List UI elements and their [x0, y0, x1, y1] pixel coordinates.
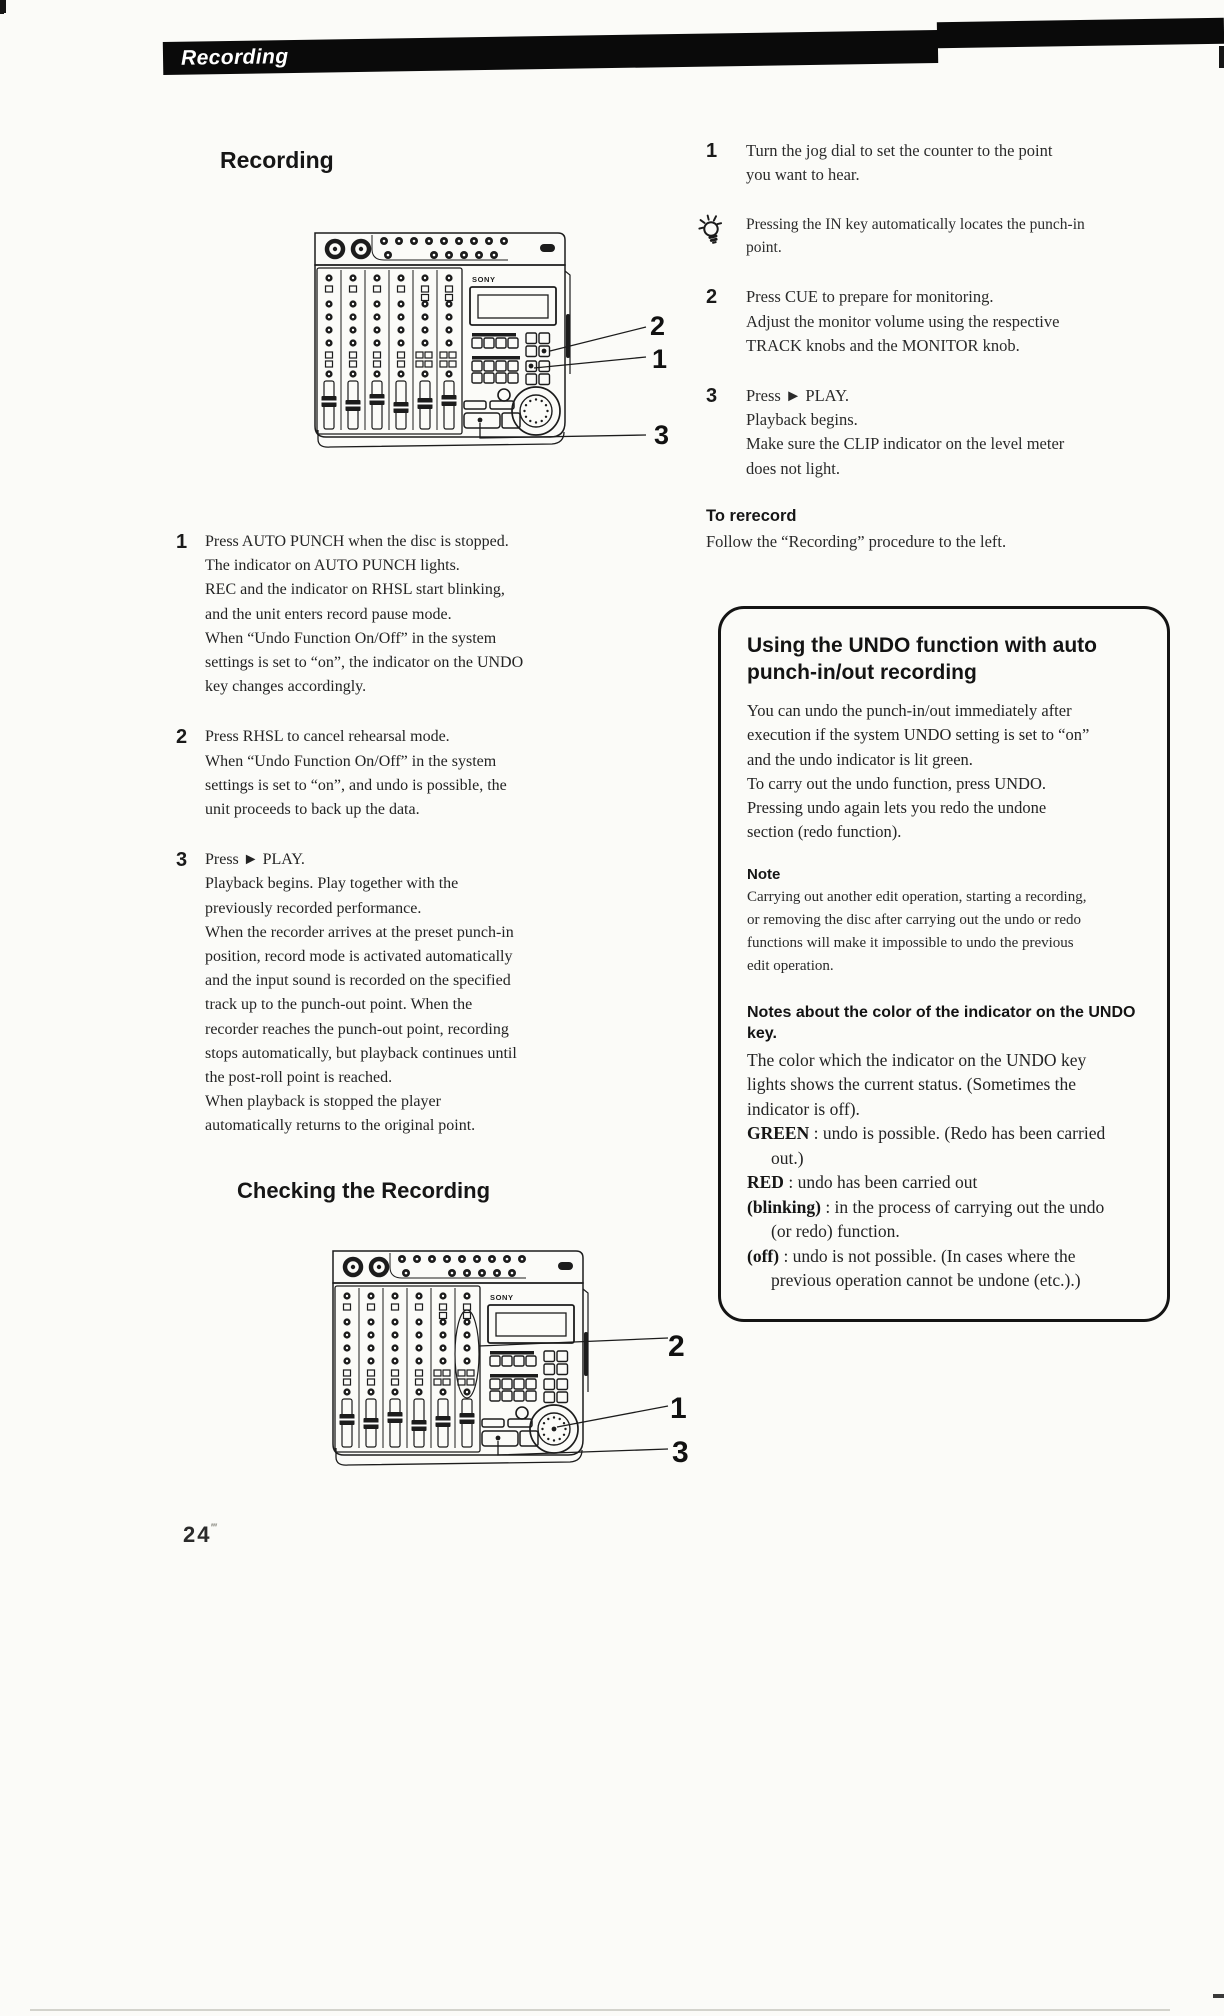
rerecord-text: Follow the “Recording” procedure to the left. [706, 531, 1007, 551]
status-line-red [747, 1170, 1147, 1195]
text-line: execution if the system UNDO setting is set to “on” [747, 725, 1090, 745]
step [706, 139, 1166, 187]
text-line: Turn the jog dial to set the counter to the point [746, 141, 1053, 160]
status-text: : undo is possible. (Redo has been carried [809, 1123, 1106, 1144]
text-line: Press ► PLAY. [205, 851, 305, 869]
step-number: 2 [176, 726, 188, 749]
undo-color-heading [747, 1002, 1147, 1044]
text-line: functions will make it impossible to undo the previous [747, 934, 1074, 951]
undo-box-title [747, 633, 1147, 686]
scan-mark: ‴ [211, 1522, 218, 1534]
status-line-wrap: previous operation cannot be undone (etc.).) [771, 1270, 1081, 1291]
page-edge-tab [937, 18, 1224, 48]
scan-artifact [1219, 46, 1224, 68]
page-number-value: 24 [183, 1522, 212, 1547]
text-line: edit operation. [747, 957, 834, 974]
status-line-blinking [747, 1195, 1147, 1220]
step-text [746, 139, 1052, 187]
text-line: track up to the punch-out point. When the [205, 996, 473, 1014]
tip-lightbulb-icon [698, 213, 746, 259]
tip-text [746, 213, 1085, 259]
callout-number: 2 [668, 1330, 685, 1363]
callout-number: 1 [670, 1392, 687, 1425]
step [176, 848, 536, 1138]
step-number: 1 [706, 140, 718, 162]
callout-number: 3 [672, 1436, 689, 1469]
step-number: 1 [176, 531, 188, 553]
text-line: When “Undo Function On/Off” in the system [205, 629, 497, 647]
text-line: you want to hear. [746, 165, 860, 185]
text-line: settings is set to “on”, and undo is possible, the [205, 776, 507, 794]
note-body [747, 886, 1147, 978]
tip-note [698, 213, 1166, 259]
text-line: Playback begins. [746, 410, 858, 430]
text-line: Press ► PLAY. [746, 386, 849, 406]
step-text [746, 285, 1059, 358]
text-line: section (redo function). [747, 822, 902, 842]
step-text [205, 530, 523, 699]
undo-color-intro [747, 1048, 1147, 1122]
status-line-green [747, 1121, 1147, 1146]
text-line: key. [747, 1024, 777, 1042]
text-line: When playback is stopped the player [205, 1093, 441, 1111]
text-line: Make sure the CLIP indicator on the level meter [746, 434, 1065, 454]
device-illustration-2 [330, 1242, 670, 1482]
scan-artifact [0, 0, 4, 14]
step-text [205, 725, 507, 822]
text-line: recorder reaches the punch-out point, recording [205, 1020, 509, 1038]
page-number [183, 1522, 218, 1548]
text-line: The color which the indicator on the UNDO key [747, 1049, 1087, 1070]
step-text [746, 384, 1064, 481]
callout-number: 1 [652, 344, 668, 374]
device-illustration-1 [312, 224, 648, 468]
text-line: Press CUE to prepare for monitoring. [746, 287, 994, 307]
text-line: TRACK knobs and the MONITOR knob. [746, 335, 1020, 355]
text-line: Press RHSL to cancel rehearsal mode. [205, 728, 450, 746]
text-line: stops automatically, but playback continues until [205, 1044, 517, 1062]
status-text: : in the process of carrying out the undo [820, 1196, 1105, 1217]
text-line: To carry out the undo function, press UNDO. [747, 773, 1046, 793]
text-line: When the recorder arrives at the preset punch-in [205, 923, 514, 941]
scan-artifact [1213, 1994, 1224, 1998]
text-line: and the unit enters record pause mode. [205, 605, 452, 623]
text-line: previously recorded performance. [205, 899, 422, 917]
undo-box-body [747, 699, 1147, 845]
text-line: lights shows the current status. (Sometimes the [747, 1074, 1077, 1095]
step-number: 2 [706, 286, 718, 309]
status-line-off [747, 1244, 1147, 1269]
scan-artifact [30, 2009, 1170, 2011]
text-line: settings is set to “on”, the indicator on the UNDO [205, 654, 524, 672]
callout-number: 3 [654, 420, 670, 450]
status-line-wrap: out.) [771, 1147, 804, 1168]
text-line: position, record mode is activated automatically [205, 948, 513, 966]
step-text [205, 848, 517, 1138]
text-line: Adjust the monitor volume using the respective [746, 311, 1060, 331]
text-line: indicator is off). [747, 1098, 860, 1119]
callout-number: 2 [650, 311, 666, 341]
procedure-steps-right [706, 139, 1166, 554]
status-text: : undo has been carried out [783, 1172, 978, 1193]
status-text: : undo is not possible. (In cases where the [779, 1245, 1076, 1266]
section-header-bar [163, 30, 938, 75]
text-line: You can undo the punch-in/out immediately after [747, 701, 1072, 720]
text-line: point. [746, 239, 782, 257]
text-line: Playback begins. Play together with the [205, 875, 459, 893]
status-label: (off) [747, 1245, 780, 1266]
text-line: the post-roll point is reached. [205, 1069, 393, 1087]
text-line: automatically returns to the original point. [205, 1117, 476, 1135]
text-line: unit proceeds to back up the data. [205, 801, 420, 819]
text-line: key changes accordingly. [205, 678, 367, 696]
section-header-title: Recording [180, 44, 289, 70]
callout-lines [455, 1310, 668, 1455]
status-label: GREEN [747, 1123, 810, 1144]
note-heading: Note [747, 865, 781, 883]
status-line-wrap: (or redo) function. [771, 1221, 900, 1242]
text-line: and the undo indicator is lit green. [747, 749, 973, 769]
step-number: 3 [176, 849, 188, 872]
text-line: The indicator on AUTO PUNCH lights. [205, 557, 460, 575]
text-line: Using the UNDO function with auto [747, 634, 1097, 657]
status-label: (blinking) [747, 1196, 821, 1217]
step [706, 384, 1166, 481]
text-line: does not light. [746, 458, 840, 478]
text-line: Pressing undo again lets you redo the undone [747, 798, 1047, 818]
text-line: Carrying out another edit operation, starting a recording, [747, 888, 1087, 905]
rerecord-heading: To rerecord [706, 506, 797, 525]
procedure-steps-left [176, 530, 536, 1165]
heading-checking-recording: Checking the Recording [237, 1178, 491, 1203]
heading-recording: Recording [220, 147, 334, 173]
text-line: When “Undo Function On/Off” in the system [205, 752, 497, 770]
step-number: 3 [706, 385, 718, 408]
step [176, 725, 536, 822]
text-line: Notes about the color of the indicator on the UNDO [747, 1003, 1136, 1021]
text-line: Press AUTO PUNCH when the disc is stopped. [205, 533, 509, 550]
text-line: Pressing the IN key automatically locates the punch-in [746, 216, 1085, 234]
text-line: and the input sound is recorded on the specified [205, 972, 511, 990]
text-line: REC and the indicator on RHSL start blinking, [205, 581, 505, 599]
undo-info-box [718, 606, 1170, 1322]
text-line: or removing the disc after carrying out the undo or redo [747, 911, 1082, 928]
status-label: RED [747, 1172, 784, 1193]
step [706, 285, 1166, 358]
undo-status-list [747, 1121, 1147, 1293]
step [176, 530, 536, 699]
text-line: punch-in/out recording [747, 660, 977, 684]
